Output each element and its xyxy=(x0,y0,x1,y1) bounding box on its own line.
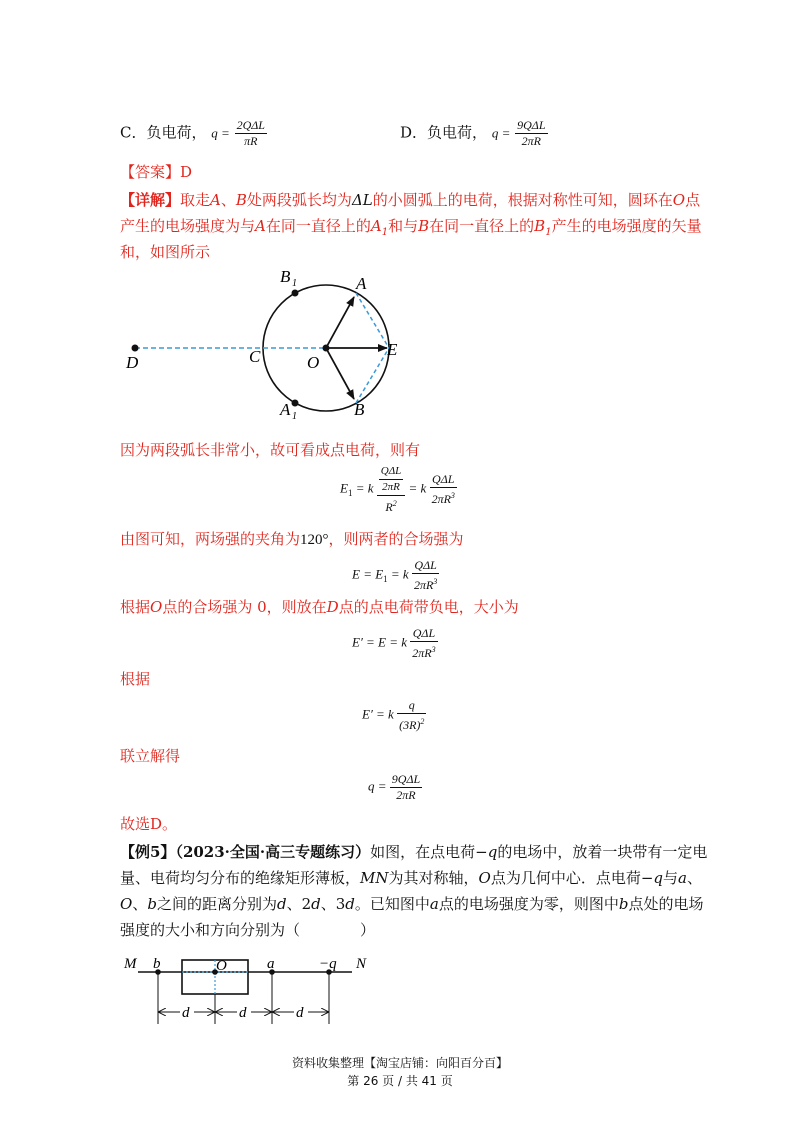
option-d: D．负电荷， q = $\frac{\text{9QΔL}}{2\pi R}$ xyxy=(400,118,546,148)
option-c-fraction: $\frac{\text{2QΔL}}{\pi R}$ xyxy=(236,118,265,148)
eq4-fraction: $\frac{q}{(3R)^2}$ xyxy=(399,698,425,732)
eq1-result-fraction: $\frac{\text{QΔL}}{2\pi R^3}$ xyxy=(431,472,455,506)
point-b1 xyxy=(292,290,299,297)
equation-2: $E = E_1 = k$ $\frac{\text{QΔL}}{2\pi R^3}$ xyxy=(352,558,438,592)
step-6-text: 故选D。 xyxy=(120,815,178,833)
equation-5: q = $\frac{\text{9QΔL}}{2\pi R}$ xyxy=(368,772,421,802)
eq3-fraction: $\frac{\text{QΔL}}{2\pi R^3}$ xyxy=(412,626,436,660)
label-a: A xyxy=(356,274,367,293)
example5-line-1: 【例5】（2023·全国·高三专题练习）如图，在点电荷−q的电场中，放着一块带有一定电 xyxy=(120,843,708,861)
step-2-text: 由图可知，两场强的夹角为120°，则两者的合场强为 xyxy=(120,530,464,548)
eq5-fraction: $\frac{\text{9QΔL}}{2\pi R}$ xyxy=(391,772,421,802)
label-b: b xyxy=(153,956,161,972)
label-d1: d xyxy=(182,1005,190,1021)
label-b: B xyxy=(354,400,365,419)
plate-field-diagram xyxy=(120,948,380,1028)
label-n: N xyxy=(356,956,367,972)
point-o xyxy=(323,345,330,352)
option-d-fraction: $\frac{\text{9QΔL}}{2\pi R}$ xyxy=(517,118,546,148)
step-5-text: 联立解得 xyxy=(120,747,181,765)
label-a1: A xyxy=(280,400,291,419)
example5-line-2: 量、电荷均匀分布的绝缘矩形薄板，MN为其对称轴，O点为几何中心．点电荷−q与a、 xyxy=(120,869,702,887)
step-1-text: 因为两段弧长非常小，故可看成点电荷，则有 xyxy=(120,441,421,459)
answer-value: D xyxy=(180,163,193,181)
detail-line-1: 【详解】取走A、B处两段弧长均为ΔL的小圆弧上的电荷，根据对称性可知，圆环在O点 xyxy=(120,191,701,209)
page-number: 第 26 页 / 共 41 页 xyxy=(347,1074,453,1088)
point-d xyxy=(132,345,139,352)
equation-3: E′ = E = k $\frac{\text{QΔL}}{2\pi R^3}$ xyxy=(352,626,436,660)
option-c: C．负电荷， q = $\frac{\text{2QΔL}}{\pi R}$ xyxy=(120,118,265,148)
equation-4: E′ = k $\frac{q}{(3R)^2}$ xyxy=(362,698,425,732)
label-d: D xyxy=(126,353,139,372)
label-b1: B xyxy=(280,267,291,286)
eq1-main-fraction: $\frac{\frac{\text{QΔL}}{2\pi R}}{R^2}$ xyxy=(377,464,406,515)
step-4-text: 根据 xyxy=(120,670,151,688)
eq2-fraction: $\frac{\text{QΔL}}{2\pi R^3}$ xyxy=(413,558,438,592)
label-d3: d xyxy=(296,1005,304,1021)
example5-line-4: 强度的大小和方向分别为（ ） xyxy=(120,921,376,939)
dashed-a-e-line xyxy=(356,293,389,348)
detail-line-3: 和，如图所示 xyxy=(120,243,211,261)
footer-source: 资料收集整理【淘宝店铺：向阳百分百】 xyxy=(291,1056,508,1070)
example5-line-3: O、b之间的距离分别为d、2d、3d。已知图中a点的电场强度为零，则图中b点处的电场 xyxy=(120,895,704,913)
label-o: O xyxy=(216,958,227,974)
point-a1 xyxy=(292,400,299,407)
step-3-text: 根据O点的合场强为 0，则放在D点的点电荷带负电，大小为 xyxy=(120,598,519,616)
label-o: O xyxy=(307,353,320,372)
detail-line-2: 产生的电场强度为与A在同一直径上的$A_1$和与B在同一直径上的$B_1$产生的电场强度的矢量 xyxy=(120,217,702,238)
vector-oa xyxy=(326,297,354,348)
answer-line: 【答案】D xyxy=(120,163,193,181)
dashed-b-e-line xyxy=(356,348,389,403)
vector-ob xyxy=(326,348,354,399)
label-d2: d xyxy=(239,1005,247,1021)
label-b1-sub: 1 xyxy=(292,278,297,289)
label-e: E xyxy=(387,340,398,359)
label-minus-q: −q xyxy=(319,956,337,972)
circle-field-diagram xyxy=(110,262,420,432)
label-a: a xyxy=(267,956,275,972)
label-m: M xyxy=(124,956,137,972)
label-c: C xyxy=(249,347,261,366)
label-a1-sub: 1 xyxy=(292,411,297,422)
equation-1: $E_1 = k$ $\frac{\frac{\text{QΔL}}{2\pi R}}{R^2}$ = k $\frac{\text{QΔL}}{2\pi R^3}$ xyxy=(340,465,455,514)
